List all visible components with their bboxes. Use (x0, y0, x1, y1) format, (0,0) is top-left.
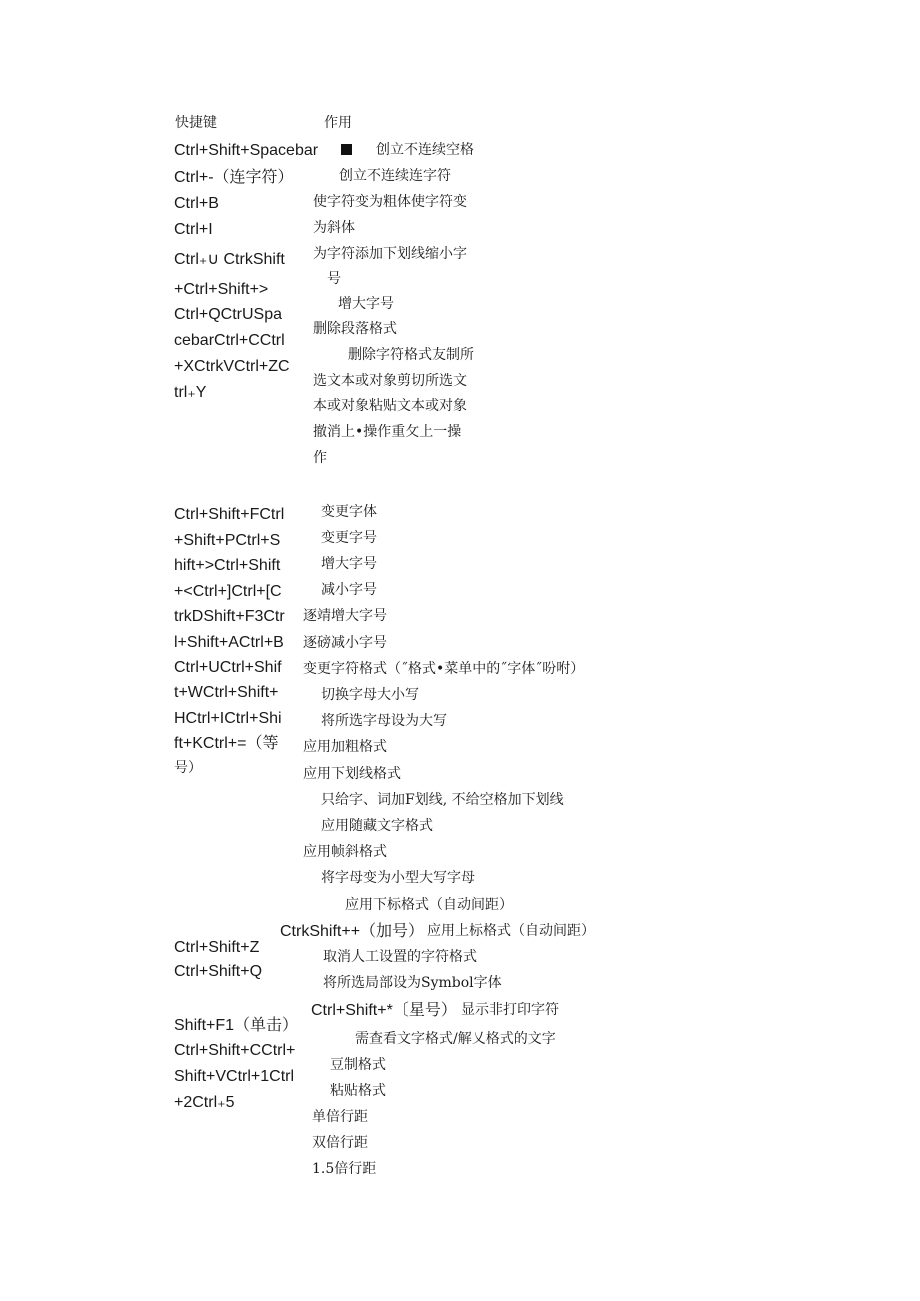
shortcut-key: +2Ctrl₊5 (174, 1094, 235, 1111)
shortcut-action: 只给字、词加F划线, 不给空格加下划线 (321, 792, 564, 808)
shortcut-action: 选文本或对象剪切所选文 (313, 373, 467, 389)
shortcut-key: Shift+VCtrl+1Ctrl (174, 1068, 295, 1085)
shortcut-key-nonprint: Ctrl+Shift+*〔星号） (311, 1002, 457, 1019)
shortcut-action: 应用随藏文字格式 (321, 818, 433, 834)
shortcut-action: 撤消上•操作重攵上一操 (313, 424, 462, 440)
shortcut-key: +<Ctrl+]Ctrl+[C (174, 583, 282, 600)
shortcut-key: Ctrl+Shift+CCtrl+ (174, 1042, 296, 1059)
shortcut-action: 为斜体 (313, 220, 355, 236)
shortcut-action: 单倍行距 (312, 1109, 368, 1125)
shortcut-action: 变更字符格式（˝格式•菜单中的˝字体˝吩咐） (303, 661, 585, 677)
shortcut-action: 减小字号 (321, 582, 377, 598)
shortcut-key: Ctrl+UCtrl+Shif (174, 659, 282, 676)
shortcut-action: 增大字号 (321, 556, 377, 572)
shortcut-key: trkDShift+F3Ctr (174, 608, 285, 625)
shortcut-key: +Ctrl+Shift+> (174, 281, 269, 298)
shortcut-action: 增大字号 (338, 296, 394, 312)
shortcut-key: Ctrl₊∪ CtrkShift (174, 251, 285, 268)
shortcut-action: 将所选局部设为Symbol字体 (323, 975, 502, 991)
shortcut-action: 使字符变为粗体使字符变 (313, 194, 467, 210)
shortcut-key: cebarCtrl+CCtrl (174, 332, 285, 349)
shortcut-key: Ctrl+QCtrUSpa (174, 306, 283, 323)
shortcut-key: HCtrl+ICtrl+Shi (174, 710, 282, 727)
shortcut-action: 豆制格式 (330, 1057, 386, 1073)
shortcut-key: t+WCtrl+Shift+ (174, 684, 279, 701)
shortcut-key: Ctrl+Shift+Q (174, 963, 263, 980)
shortcut-action: 为字符添加下划线缩小字 (313, 246, 467, 262)
shortcut-action: 逐靖增大字号 (303, 608, 387, 624)
shortcut-action: 作 (313, 450, 327, 466)
shortcut-action: 变更字号 (321, 530, 377, 546)
shortcut-key: Ctrl+Shift+FCtrl (174, 506, 285, 523)
shortcut-action: 1.5倍行距 (312, 1161, 377, 1177)
bullet-square-icon (341, 144, 352, 155)
shortcut-key-superscript: CtrkShift++（加号） (280, 923, 425, 940)
shortcut-action: 应用帧斜格式 (303, 844, 387, 860)
shortcut-action: 需查看文字格式/解乂格式的文字 (355, 1031, 556, 1047)
shortcut-action: 应用下划线格式 (303, 766, 401, 782)
shortcut-action: 将所选字母设为大写 (321, 713, 447, 729)
shortcut-key: +Shift+PCtrl+S (174, 532, 281, 549)
shortcut-action: 显示非打印字符 (461, 1002, 559, 1018)
shortcut-action: 粘贴格式 (330, 1083, 386, 1099)
shortcut-action: 号 (327, 271, 341, 287)
shortcut-key: 号） (174, 760, 202, 776)
shortcut-key: Ctrl+B (174, 195, 219, 212)
shortcut-action: 逐磅减小字号 (303, 635, 387, 651)
shortcut-key: Shift+F1（单击） (174, 1017, 299, 1034)
shortcut-key: Ctrl+Shift+Z (174, 939, 260, 956)
shortcut-key: Ctrl+Shift+Spacebar (174, 142, 319, 159)
shortcut-action: 应用上标格式（自动间距） (427, 923, 595, 939)
shortcut-action: 将字母变为小型大写字母 (321, 870, 475, 886)
shortcut-key: Ctrl+-（连字符） (174, 169, 294, 186)
shortcut-action: 应用加粗格式 (303, 739, 387, 755)
shortcut-action: 本或对象粘贴文本或对象 (313, 398, 467, 414)
shortcut-key: trl₊Y (174, 384, 207, 401)
shortcut-key: hift+>Ctrl+Shift (174, 557, 281, 574)
shortcut-action: 变更字体 (321, 504, 377, 520)
shortcut-key: l+Shift+ACtrl+B (174, 634, 284, 651)
shortcut-action: 切换字母大小写 (321, 687, 419, 703)
shortcut-action: 删除段落格式 (313, 321, 397, 337)
shortcut-key: +XCtrkVCtrl+ZC (174, 358, 290, 375)
header-key-column: 快捷键 (175, 115, 217, 131)
shortcut-action: 取消人工设置的字符格式 (323, 949, 477, 965)
shortcut-key: Ctrl+I (174, 221, 213, 238)
shortcut-action: 双倍行距 (312, 1135, 368, 1151)
shortcut-action: 删除字符格式友制所 (348, 347, 474, 363)
shortcut-key: ft+KCtrl+=（等 (174, 735, 279, 752)
header-action-column: 作用 (324, 115, 352, 131)
shortcut-action: 创立不连续空格 (376, 142, 474, 158)
shortcut-action: 创立不连续连字符 (339, 168, 451, 184)
shortcut-action: 应用下标格式（自动间距） (345, 897, 513, 913)
